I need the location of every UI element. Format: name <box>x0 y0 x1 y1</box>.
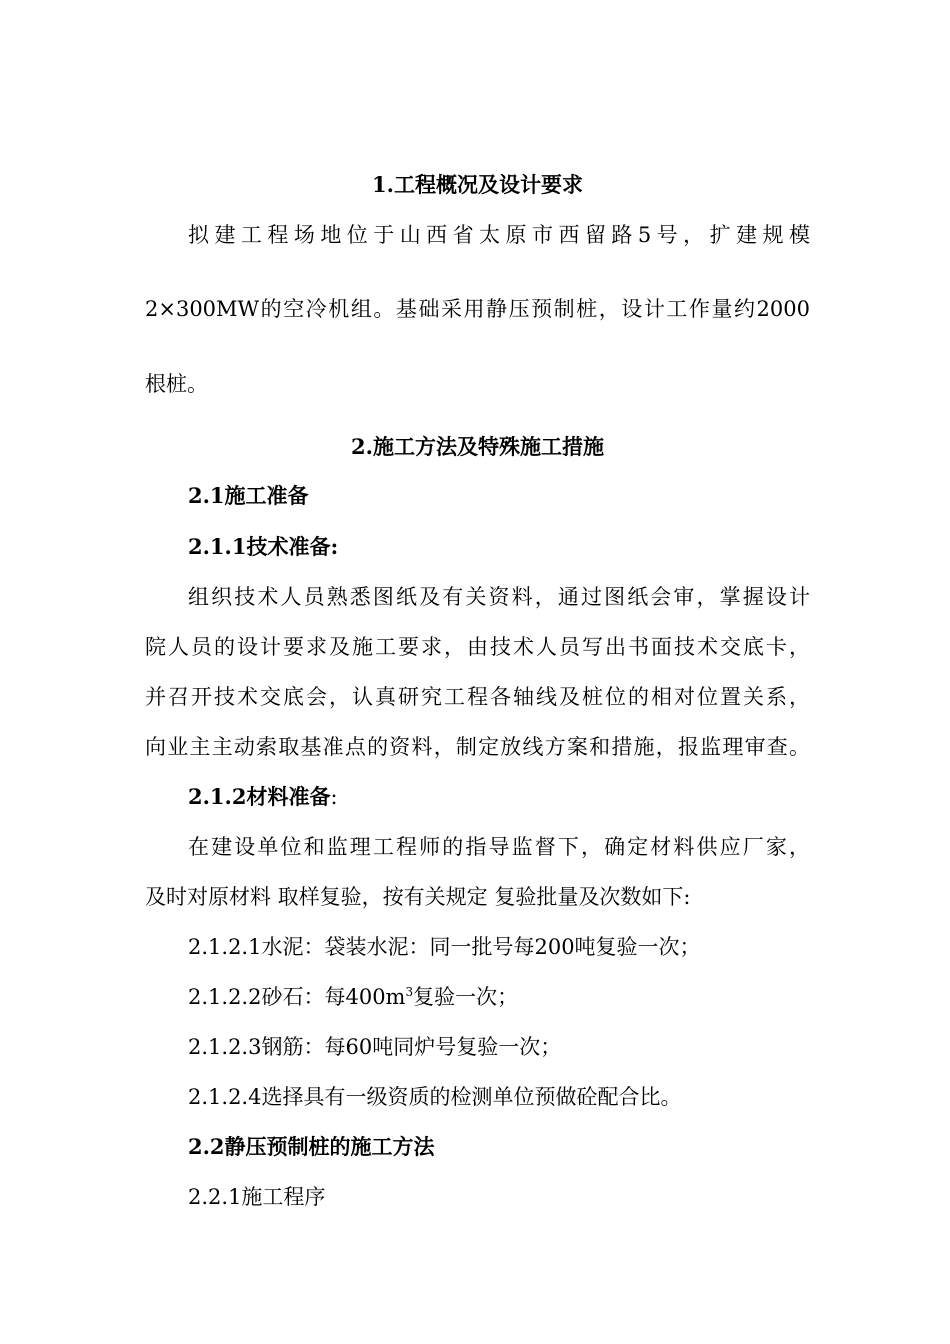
item-concrete: 2.1.2.4选择具有一级资质的检测单位预做砼配合比。 <box>188 1085 682 1109</box>
tech-line-3: 并召开技术交底会，认真研究工程各轴线及桩位的相对位置关系， <box>145 685 810 709</box>
item-steel: 2.1.2.3钢筋：每60吨同炉号复验一次； <box>188 1035 562 1059</box>
tech-line-2: 院人员的设计要求及施工要求，由技术人员写出书面技术交底卡， <box>145 635 810 659</box>
subsection-heading-2-2: 2.2静压预制桩的施工方法 <box>188 1134 435 1159</box>
intro-line-3: 根桩。 <box>145 372 208 396</box>
item-cement: 2.1.2.1水泥：袋装水泥：同一批号每200吨复验一次； <box>188 935 701 959</box>
subsection-heading-2-1-2-text: 2.1.2材料准备 <box>188 784 331 809</box>
subsection-heading-2-1: 2.1施工准备 <box>188 483 309 508</box>
intro-line-2: 2×300MW的空冷机组。基础采用静压预制桩，设计工作量约2000 <box>145 297 810 321</box>
item-sand-superscript: 3 <box>405 985 414 999</box>
item-sand-suffix: 复验一次； <box>413 985 519 1009</box>
subsection-heading-2-2-1: 2.2.1施工程序 <box>188 1185 326 1209</box>
item-sand <box>188 982 810 1012</box>
subsection-heading-2-1-2 <box>188 782 810 812</box>
tech-line-4: 向业主主动索取基准点的资料，制定放线方案和措施，报监理审查。 <box>145 735 810 759</box>
section-heading-1: 1.工程概况及设计要求 <box>372 172 583 197</box>
item-sand-prefix: 2.1.2.2砂石：每400m <box>188 985 406 1009</box>
material-line-1: 在建设单位和监理工程师的指导监督下，确定材料供应厂家， <box>188 835 810 859</box>
tech-line-1: 组织技术人员熟悉图纸及有关资料，通过图纸会审，掌握设计 <box>188 585 810 609</box>
subsection-heading-2-1-2-colon: : <box>330 785 338 809</box>
intro-line-1: 拟建工程场地位于山西省太原市西留路5号，扩建规模 <box>188 223 810 247</box>
subsection-heading-2-1-1: 2.1.1技术准备: <box>188 534 339 559</box>
section-heading-2: 2.施工方法及特殊施工措施 <box>351 434 604 459</box>
material-line-2: 及时对原材料 取样复验，按有关规定 复验批量及次数如下: <box>145 885 691 909</box>
